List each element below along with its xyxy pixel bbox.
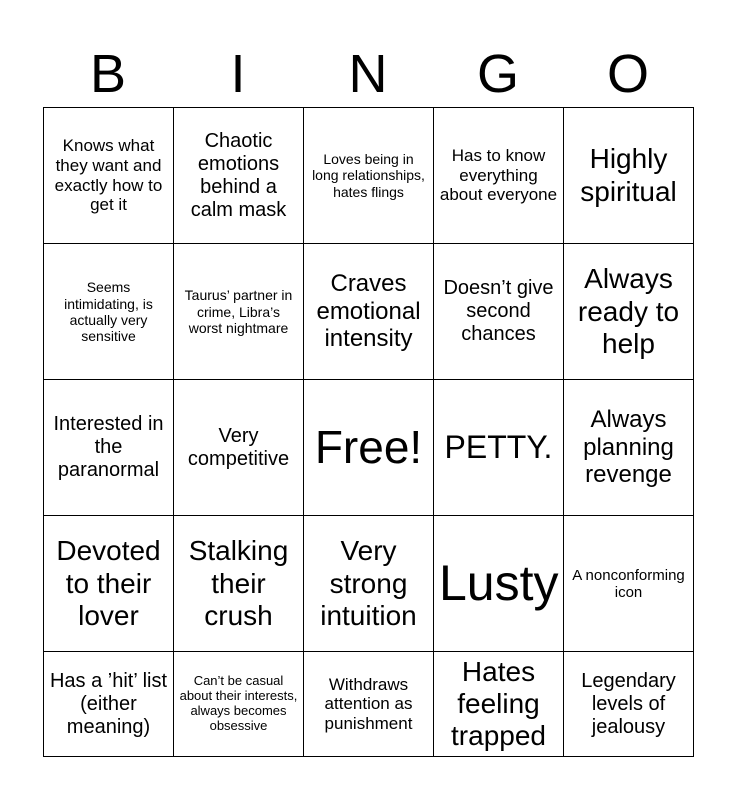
bingo-cell[interactable]: Seems intimidating, is actually very sensitive [44, 244, 174, 380]
bingo-cell[interactable]: Loves being in long relationships, hates flings [304, 108, 434, 244]
bingo-cell[interactable]: Craves emotional intensity [304, 244, 434, 380]
bingo-cell[interactable]: Very strong intuition [304, 516, 434, 652]
bingo-cell[interactable]: Hates feeling trapped [434, 652, 564, 757]
board-row [44, 652, 694, 757]
header-letter-b: B [89, 44, 127, 104]
bingo-cell[interactable]: Devoted to their lover [44, 516, 174, 652]
bingo-board [43, 107, 694, 757]
header-letter-o: O [606, 44, 649, 104]
board-row [44, 108, 694, 244]
bingo-cell[interactable]: Doesn’t give second chances [434, 244, 564, 380]
bingo-cell[interactable]: Always ready to help [564, 244, 694, 380]
bingo-cell[interactable]: Can’t be casual about their interests, always becomes obsessive [174, 652, 304, 757]
bingo-cell[interactable]: Lusty [434, 516, 564, 652]
bingo-cell[interactable]: Knows what they want and exactly how to get it [44, 108, 174, 244]
bingo-header [43, 40, 693, 108]
bingo-cell[interactable]: Stalking their crush [174, 516, 304, 652]
bingo-cell[interactable]: A nonconforming icon [564, 516, 694, 652]
bingo-cell[interactable]: Has to know everything about everyone [434, 108, 564, 244]
bingo-cell[interactable]: Interested in the paranormal [44, 380, 174, 516]
bingo-cell[interactable]: Has a ’hit’ list (either meaning) [44, 652, 174, 757]
header-letter-n: N [348, 44, 388, 104]
free-cell[interactable]: Free! [304, 380, 434, 516]
bingo-cell[interactable]: PETTY. [434, 380, 564, 516]
header-letter-g: G [476, 44, 519, 104]
bingo-cell[interactable]: Very competitive [174, 380, 304, 516]
bingo-cell[interactable]: Legendary levels of jealousy [564, 652, 694, 757]
board-row [44, 380, 694, 516]
bingo-cell[interactable]: Chaotic emotions behind a calm mask [174, 108, 304, 244]
header-letter-i: I [230, 44, 246, 104]
bingo-cell[interactable]: Taurus’ partner in crime, Libra’s worst nightmare [174, 244, 304, 380]
board-row [44, 244, 694, 380]
bingo-cell[interactable]: Withdraws attention as punishment [304, 652, 434, 757]
board-row [44, 516, 694, 652]
bingo-cell[interactable]: Always planning revenge [564, 380, 694, 516]
bingo-cell[interactable]: Highly spiritual [564, 108, 694, 244]
